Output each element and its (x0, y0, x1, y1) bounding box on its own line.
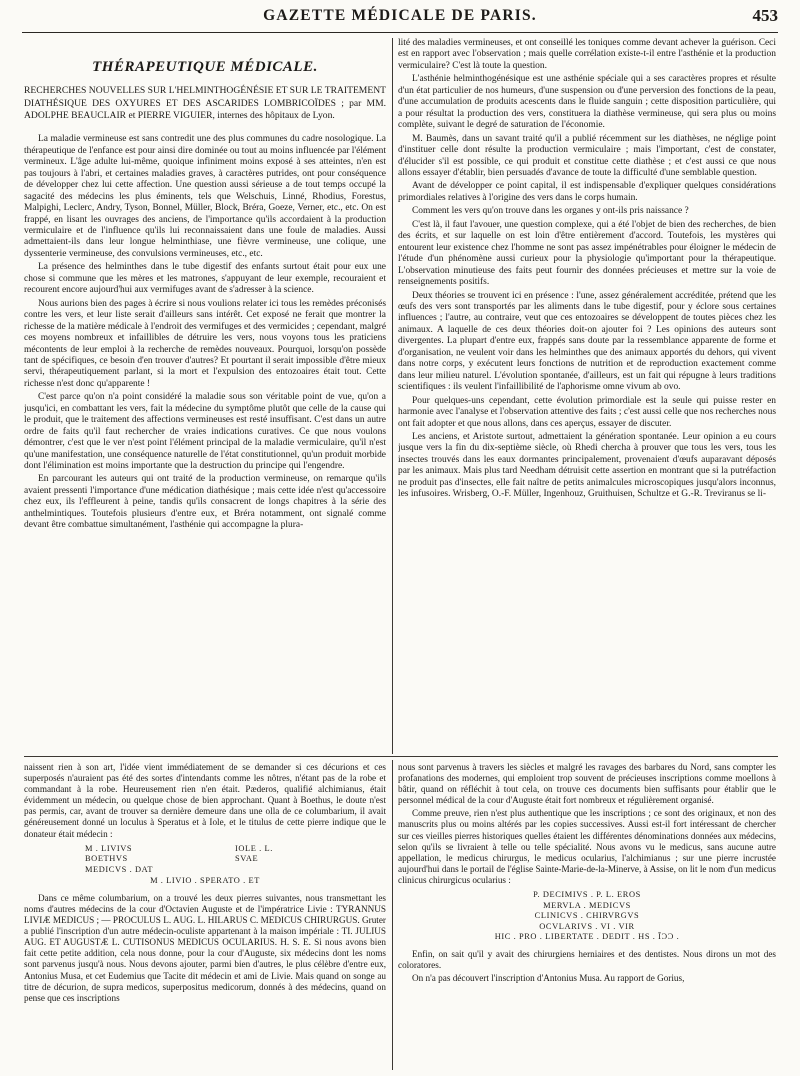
page-number: 453 (752, 6, 778, 25)
inscription-line: CLINICVS . CHIRVRGVS (534, 911, 640, 921)
inscription-line: M . LIVIO . SPERATO . ET (150, 876, 260, 886)
inscription-line: P. DECIMIVS . P. L. EROS (533, 890, 641, 900)
paragraph: Deux théories se trouvent ici en présence : l'une, assez généralement accréditée, prétend que les œufs des vers sont transportés par les aliments dans le tube digestif, pour y éclore sous certaines influences ; l'autre, au contraire, veut que ces entozoaires se développent de toutes pièces chez les animaux. A laquelle de ces deux théories doit-on ajouter foi ? Les opinions des auteurs sont divergentes. La plupart d'entre eux, frappés sans doute par la ressemblance apparente de forme et d'organisation, ne veulent voir dans les helminthes que des animaux apportés du dehors, qui vivent dans notre corps, y exécutent leurs fonctions de nutrition et de reproduction exactement comme dans leur milieu naturel. L'évolution spontanée, d'ailleurs, est un fait qui répugne à leurs traditions scientifiques : ils veulent l'infaillibilité de l'aphorisme omne vivum ab ovo. (398, 290, 776, 393)
paragraph: C'est parce qu'on n'a point considéré la maladie sous son véritable point de vue, qu'on a jusqu'ici, en combattant les vers, fait la médecine du symptôme plutôt que celle de la cause qui le produit, que le traitement des affections vermineuses est resté insuffisant. C'est dans un autre ordre de faits qu'il faut rechercher de vraies indications curatives. Ce que nous voulons démontrer, c'est que le ver n'est point l'élément principal de la maladie vermiculaire, qu'il n'est qu'une manifestation, une conséquence naturelle de l'état constitutionnel, qu'un produit morbide dont l'élimination est moins importante que la destruction du principe qui l'engendre. (24, 392, 386, 472)
inscription-line: IOLE . L. (235, 843, 273, 853)
paragraph: Comment les vers qu'on trouve dans les organes y ont-ils pris naissance ? (412, 206, 689, 217)
inscription-line: M . LIVIVS (85, 843, 133, 853)
section-title: THÉRAPEUTIQUE MÉDICALE. (92, 59, 318, 75)
paragraph: Nous aurions bien des pages à écrire si nous voulions relater ici tous les remèdes préconisés contre les vers, et leur liste serait d'ailleurs sans intérêt. Cet exposé ne ferait que montrer la richesse de la matière médicale à l'endroit des vermifuges et des vermicides ; cependant, malgré ces moyens nombreux et infaillibles de détruire les vers, nous voyons tous les praticiens mécontents de leur emploi à la recherche de remèdes nouveaux. Pourquoi, lorsqu'on possède tant de spécifiques, ce besoin d'en trouver d'autres? Et pourtant il serait impossible d'être mieux servi, thérapeutiquement parlant, si la mort et l'expulsion des entozoaires était tout. Cette richesse n'est donc qu'apparente ! (24, 298, 386, 389)
inscription-decimius (398, 890, 776, 943)
inscription-line: OCVLARIVS . VI . VIR (539, 921, 635, 931)
inscription-line: SVAE (235, 854, 259, 864)
journal-title: GAZETTE MÉDICALE DE PARIS. (263, 7, 537, 24)
page-header (22, 6, 778, 33)
feuilleton-column-right (398, 762, 776, 1070)
inscription-line: HIC . PRO . LIBERTATE . DEDIT . HS . ĪƆƆ . (494, 932, 680, 942)
paragraph: C'est là, il faut l'avouer, une question complexe, qui a été l'objet de bien des recherches, de bien des écrits, et sur laquelle on est loin d'être entièrement d'accord. Toutefois, les mystères qui entourent leur existence chez l'homme ne sont pas assez impénétrables pour éloigner le médecin de l'étude d'un phénomène aussi curieux pour la physiologie qu'important pour la thérapeutique. L'observation minutieuse des faits peut fournir des données précieuses et mettre sur la voie de renseignements positifs. (398, 219, 776, 288)
paragraph: Avant de développer ce point capital, il est indispensable d'expliquer quelques considérations primordiales relatives à l'origine des vers dans le corps humain. (398, 181, 776, 203)
paragraph: Dans ce même columbarium, on a trouvé les deux pierres suivantes, nous transmettant les noms d'autres médecins de la cour d'Octavien Auguste et de l'impératrice Livie : TYRANNUS LIVIÆ MEDICUS ; — PROCULUS L. AUG. L. HILARUS C. MEDICUS CHIRURGUS. Gruter a publié l'inscription d'un autre médecin-oculiste appartenant à la maison impériale : TI. JULIUS AUG. ET AUGUSTÆ L. CUTISONUS MEDICUS OCULARIUS. H. S. E. Si nous avons bien fait cette petite addition, cela nous donne, pour la cour d'Auguste, six médecins dont les noms sont parvenus jusqu'à nous. Nous devons ajouter, parmi bien d'autres, le plus célèbre d'entre eux, Antonius Musa, et cet Eudemius que Tacite dit médecin et ami de Livie. Mais quand on songe au titre de décurion, de supra medicos, superpositus medicorum, donnés à des médecins, quand on pense que ces inscriptions (24, 892, 386, 1003)
inscription-line: BOETHVS (85, 854, 128, 864)
paragraph: La maladie vermineuse est sans contredit une des plus communes du cadre nosologique. La thérapeutique de l'enfance est pour ainsi dire dominée ou tout au moins influencée par l'élément vermineux. L'âge adulte lui-même, quoique infiniment moins exposé à ses atteintes, n'en est pas toujours à l'abri, et certaines maladies graves, à caractères putrides, ont pour conséquence de développer chez lui cette affection. Une question aussi sérieuse a de tout temps occupé la sagacité des médecins les plus éminents, tels que Welschuis, Linné, Rhodius, Forestus, Malpighi, Leclerc, Andry, Tyson, Bonnel, Müller, Block, Bréra, Goeze, Verner, etc., etc. On est frappé, en lisant les ouvrages des anciens, de l'importance qu'ils accordaient à la production vermiculaire et de l'influence qu'ils lui reconnaissaient dans une foule de maladies. Aussi admettaient-ils dans leur longue helminthiase, une fièvre vermineuse, une colique, une dyssenterie vermineuse, des convulsions vermineuses, etc., etc. (24, 134, 386, 259)
inscription-line: MEDICVS . DAT (85, 865, 154, 875)
paragraph: On n'a pas découvert l'inscription d'Antonius Musa. Au rapport de Gorius, (412, 973, 685, 984)
paragraph: M. Baumès, dans un savant traité qu'il a publié récemment sur les diathèses, ne néglige point d'instituer celle dont résulte la production vermiculaire ; mais l'important, c'est de constater, d'élucider s'il est possible, ce qui produit et constitue cette diathèse ; et c'est aussi ce que nous allons essayer d'établir, bien persuadés d'avance de toute la difficulté d'une semblable question. (398, 133, 776, 178)
article-subtitle: RECHERCHES NOUVELLES SUR L'HELMINTHOGÉNÉSIE ET SUR LE TRAITEMENT DIATHÉSIQUE DES OXYURES ET DES ASCARIDES LOMBRICOÏDES ; par MM. ADOLPHE BEAUCLAIR et PIERRE VIGUIER, internes des hôpitaux de Lyon. (24, 85, 386, 122)
paragraph: nous sont parvenus à travers les siècles et malgré les ravages des barbares du Nord, sans compter les profanations des modernes, qui emploient trop souvent de précieuses inscriptions comme moellons à bâtir, quand on réfléchit à tout cela, on trouve ces documents bien suffisants pour établir que le personnel médical de la cour d'Auguste était fort nombreux et régulièrement organisé. (398, 762, 776, 806)
feuilleton-divider (24, 756, 778, 757)
paragraph: lité des maladies vermineuses, et ont conseillé les toniques comme devant achever la guérison. Ceci est en rapport avec l'observation ; mais quelle corrélation existe-t-il entre l'asthénie et la production vermiculaire? C'est là toute la question. (398, 38, 776, 71)
inscription-boethus (24, 844, 386, 887)
paragraph: Comme preuve, rien n'est plus authentique que les inscriptions ; ce sont des originaux, et non des manuscrits plus ou moins altérés par les copies successives. Aussi est-il fort intéressant de chercher sur ces vieilles pierres historiques quelles étaient les différentes dénominations données aux médecins, selon qu'ils se livraient à telle ou telle spécialité. Nous avons vu le medicus, sans aucune autre appellation, le medicus chirurgus, le medicus ocularius, l'alchimianus ; sur une pierre incrustée aujourd'hui dans le portail de l'église Sainte-Marie-de-la-Minerve, à Assise, on lit le nom d'un medicus clinicus chirurgicus ocularius : (398, 808, 776, 885)
feuilleton-column-left (24, 762, 386, 1070)
paragraph: En parcourant les auteurs qui ont traité de la production vermineuse, on remarque qu'ils avaient pressenti l'importance d'une médication diathésique ; mais cette idée n'est qu'accessoire chez eux, ils l'effleurent à peine, tandis qu'ils consacrent de longs chapitres à la série des anthelmintiques. Toutefois plusieurs d'entre eux, et Bréra notamment, ont signalé comme devant être combattue simultanément, l'asthénie qui accompagne la plura- (24, 474, 386, 531)
paragraph: naissent rien à son art, l'idée vient immédiatement de se demander si ces décurions et ces superposés n'auraient pas été des sortes d'intendants comme les nôtres, n'étant pas de la robe et commandant à la robe. Heureusement rien n'en était. Pæderos, qualifié alchimianus, était évidemment un médecin, ou quelque chose de bien approchant. Quant à Boethus, le doute n'est pas permis, car, avant de trouver sa dernière demeure dans une olla de ce columbarium, il avait généreusement donné un loculus à Speratus et à Iole, et le titulus de cette pierre indique que le donateur était médecin : (24, 762, 386, 839)
paragraph: La présence des helminthes dans le tube digestif des enfants surtout était pour eux une chose si commune que les mères et les matrones, s'appuyant de leur exemple, recouraient et recourent encore aujourd'hui aux vermifuges avant de s'adresser à la science. (24, 262, 386, 296)
paragraph: Les anciens, et Aristote surtout, admettaient la génération spontanée. Leur opinion a eu cours jusque vers la fin du dix-septième siècle, où Rhedi chercha à prouver que tous les vers, tous les insectes trouvés dans les eaux dormantes principalement, provenaient d'œufs auparavant déposés par les animaux. Mais plus tard Needham détruisit cette assertion en montrant que si la putréfaction ne produit pas d'insectes, elle fait naître de petits animalcules microscopiques jusqu'alors inconnus, les infusoires. Wrisberg, O.-F. Müller, Ingenhouz, Gruithuisen, Schultze et G.-R. Treviranus se li- (398, 431, 776, 500)
inscription-line: MERVLA . MEDICVS (543, 900, 631, 910)
article-column-right (398, 38, 776, 754)
column-divider-bottom (392, 760, 393, 1070)
paragraph: Pour quelques-uns cependant, cette évolution primordiale est la seule qui puisse rester en harmonie avec l'analyse et l'observation attentive des faits ; c'est aussi celle que nos recherches nous ont fait adopter et que nous allons, dans ces aperçus, essayer de discuter. (398, 395, 776, 429)
paragraph: L'asthénie helminthogénésique est une asthénie spéciale qui a ses caractères propres et résulte d'un état particulier de nos humeurs, d'une suspension ou d'une perversion des fonctions de la peau, d'une accumulation de produits acescents dans le fluide sanguin ; cette disposition particulière, qui a pour résultat la production des vers, constituera la diathèse vermineuse, qui sera plus ou moins complète, suivant le degré de saturation de l'économie. (398, 74, 776, 131)
column-divider-top (392, 38, 393, 754)
paragraph: Enfin, on sait qu'il y avait des chirurgiens herniaires et des dentistes. Nous dirons un mot des coloratores. (398, 949, 776, 971)
article-column-left (24, 38, 386, 754)
